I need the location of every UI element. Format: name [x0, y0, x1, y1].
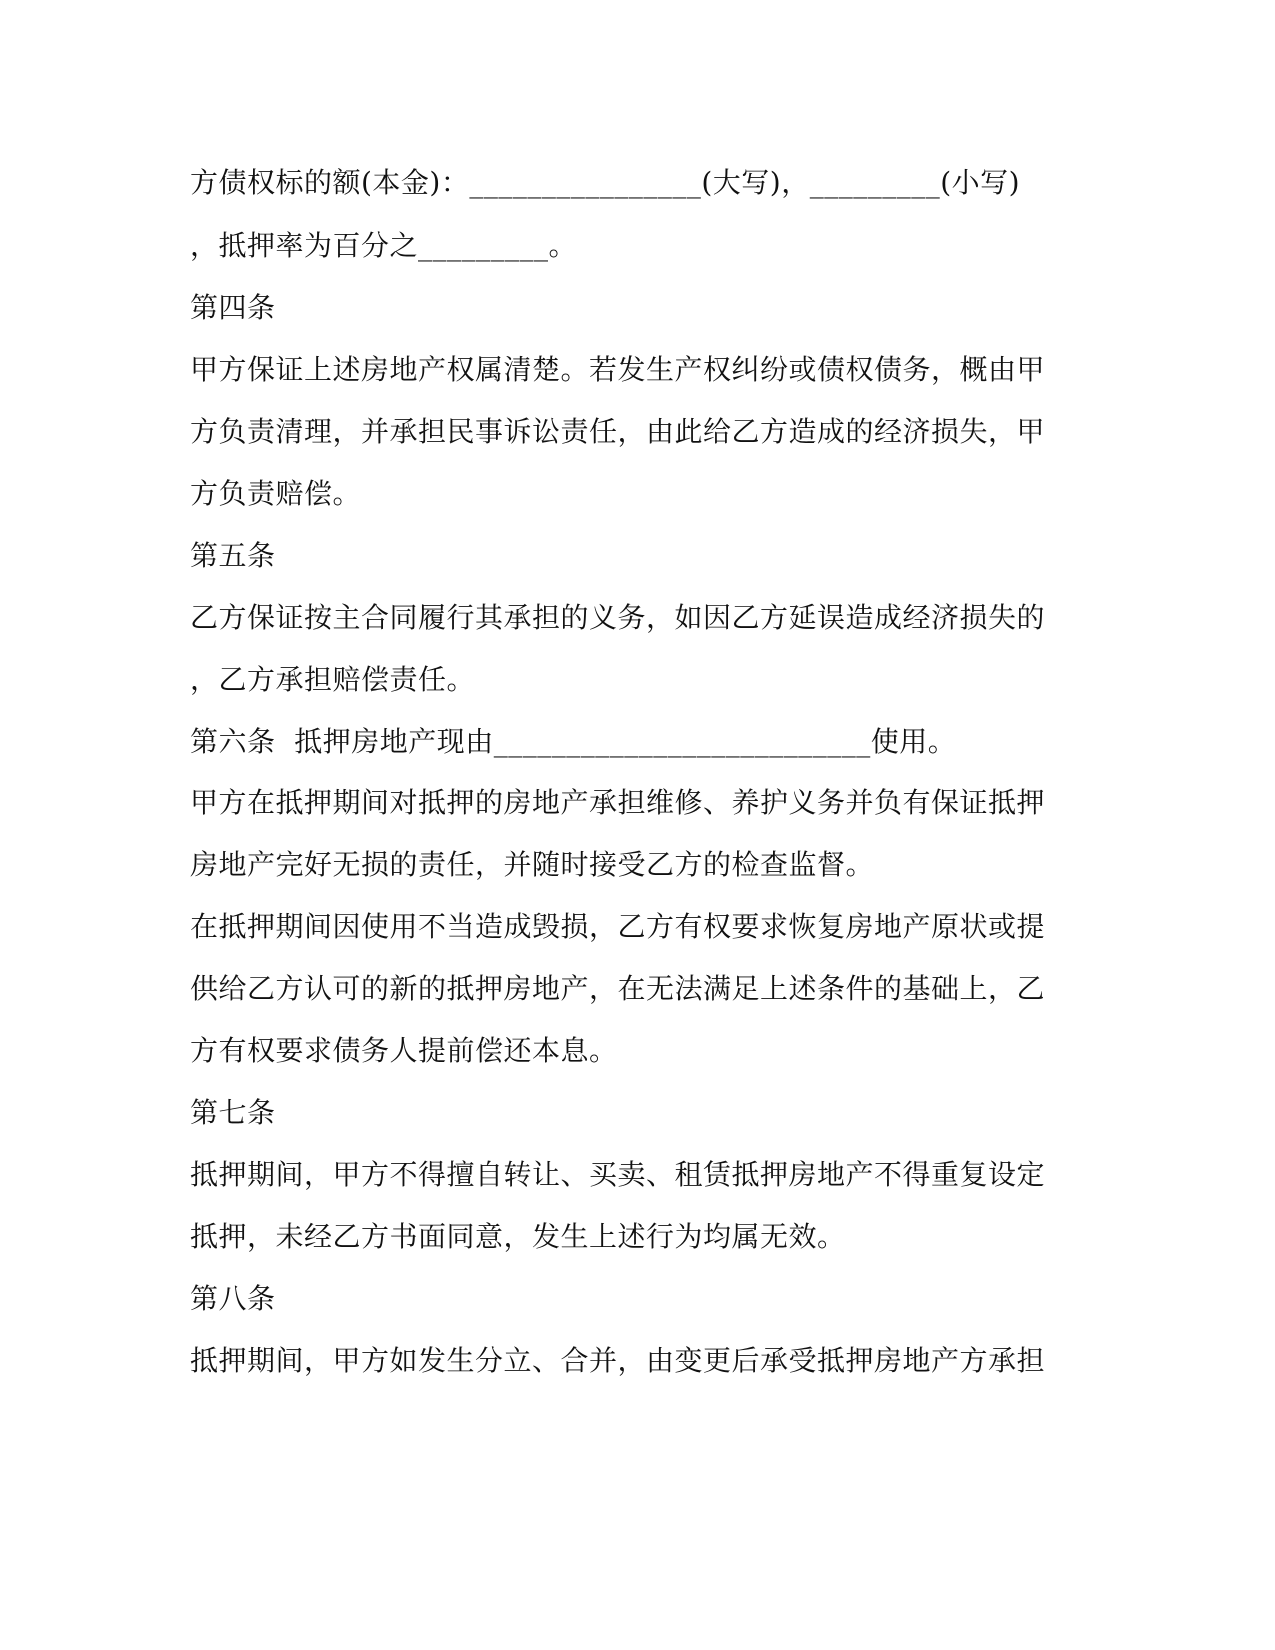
article-heading: 第五条 — [190, 539, 276, 572]
text-line: 方债权标的额(本金)：________________(大写)，_________(小写) — [190, 166, 1021, 199]
text-line: 乙方保证按主合同履行其承担的义务，如因乙方延误造成经济损失的 — [190, 601, 1046, 634]
article-heading: 第七条 — [190, 1096, 276, 1129]
text-line: 方有权要求债务人提前偿还本息。 — [190, 1034, 618, 1067]
article-heading: 第八条 — [190, 1282, 276, 1315]
text-line: 房地产完好无损的责任，并随时接受乙方的检查监督。 — [190, 848, 875, 881]
article-heading: 第四条 — [190, 291, 276, 324]
text-line: 方负责赔偿。 — [190, 477, 362, 510]
text-line: 抵押期间，甲方如发生分立、合并，由变更后承受抵押房地产方承担 — [190, 1344, 1046, 1377]
text-line: 甲方保证上述房地产权属清楚。若发生产权纠纷或债权债务，概由甲 — [190, 353, 1046, 386]
text-line: ，乙方承担赔偿责任。 — [190, 663, 476, 696]
text-line: 抵押，未经乙方书面同意，发生上述行为均属无效。 — [190, 1220, 846, 1253]
text-line: 甲方在抵押期间对抵押的房地产承担维修、养护义务并负有保证抵押 — [190, 786, 1046, 819]
text-line: ，抵押率为百分之_________。 — [190, 229, 578, 262]
text-line: 供给乙方认可的新的抵押房地产，在无法满足上述条件的基础上，乙 — [190, 972, 1046, 1005]
text-line: 方负责清理，并承担民事诉讼责任，由此给乙方造成的经济损失，甲 — [190, 415, 1046, 448]
article-heading: 第六条 抵押房地产现由__________________________使用。 — [190, 725, 957, 758]
text-line: 抵押期间，甲方不得擅自转让、买卖、租赁抵押房地产不得重复设定 — [190, 1158, 1046, 1191]
text-line: 在抵押期间因使用不当造成毁损，乙方有权要求恢复房地产原状或提 — [190, 910, 1046, 943]
